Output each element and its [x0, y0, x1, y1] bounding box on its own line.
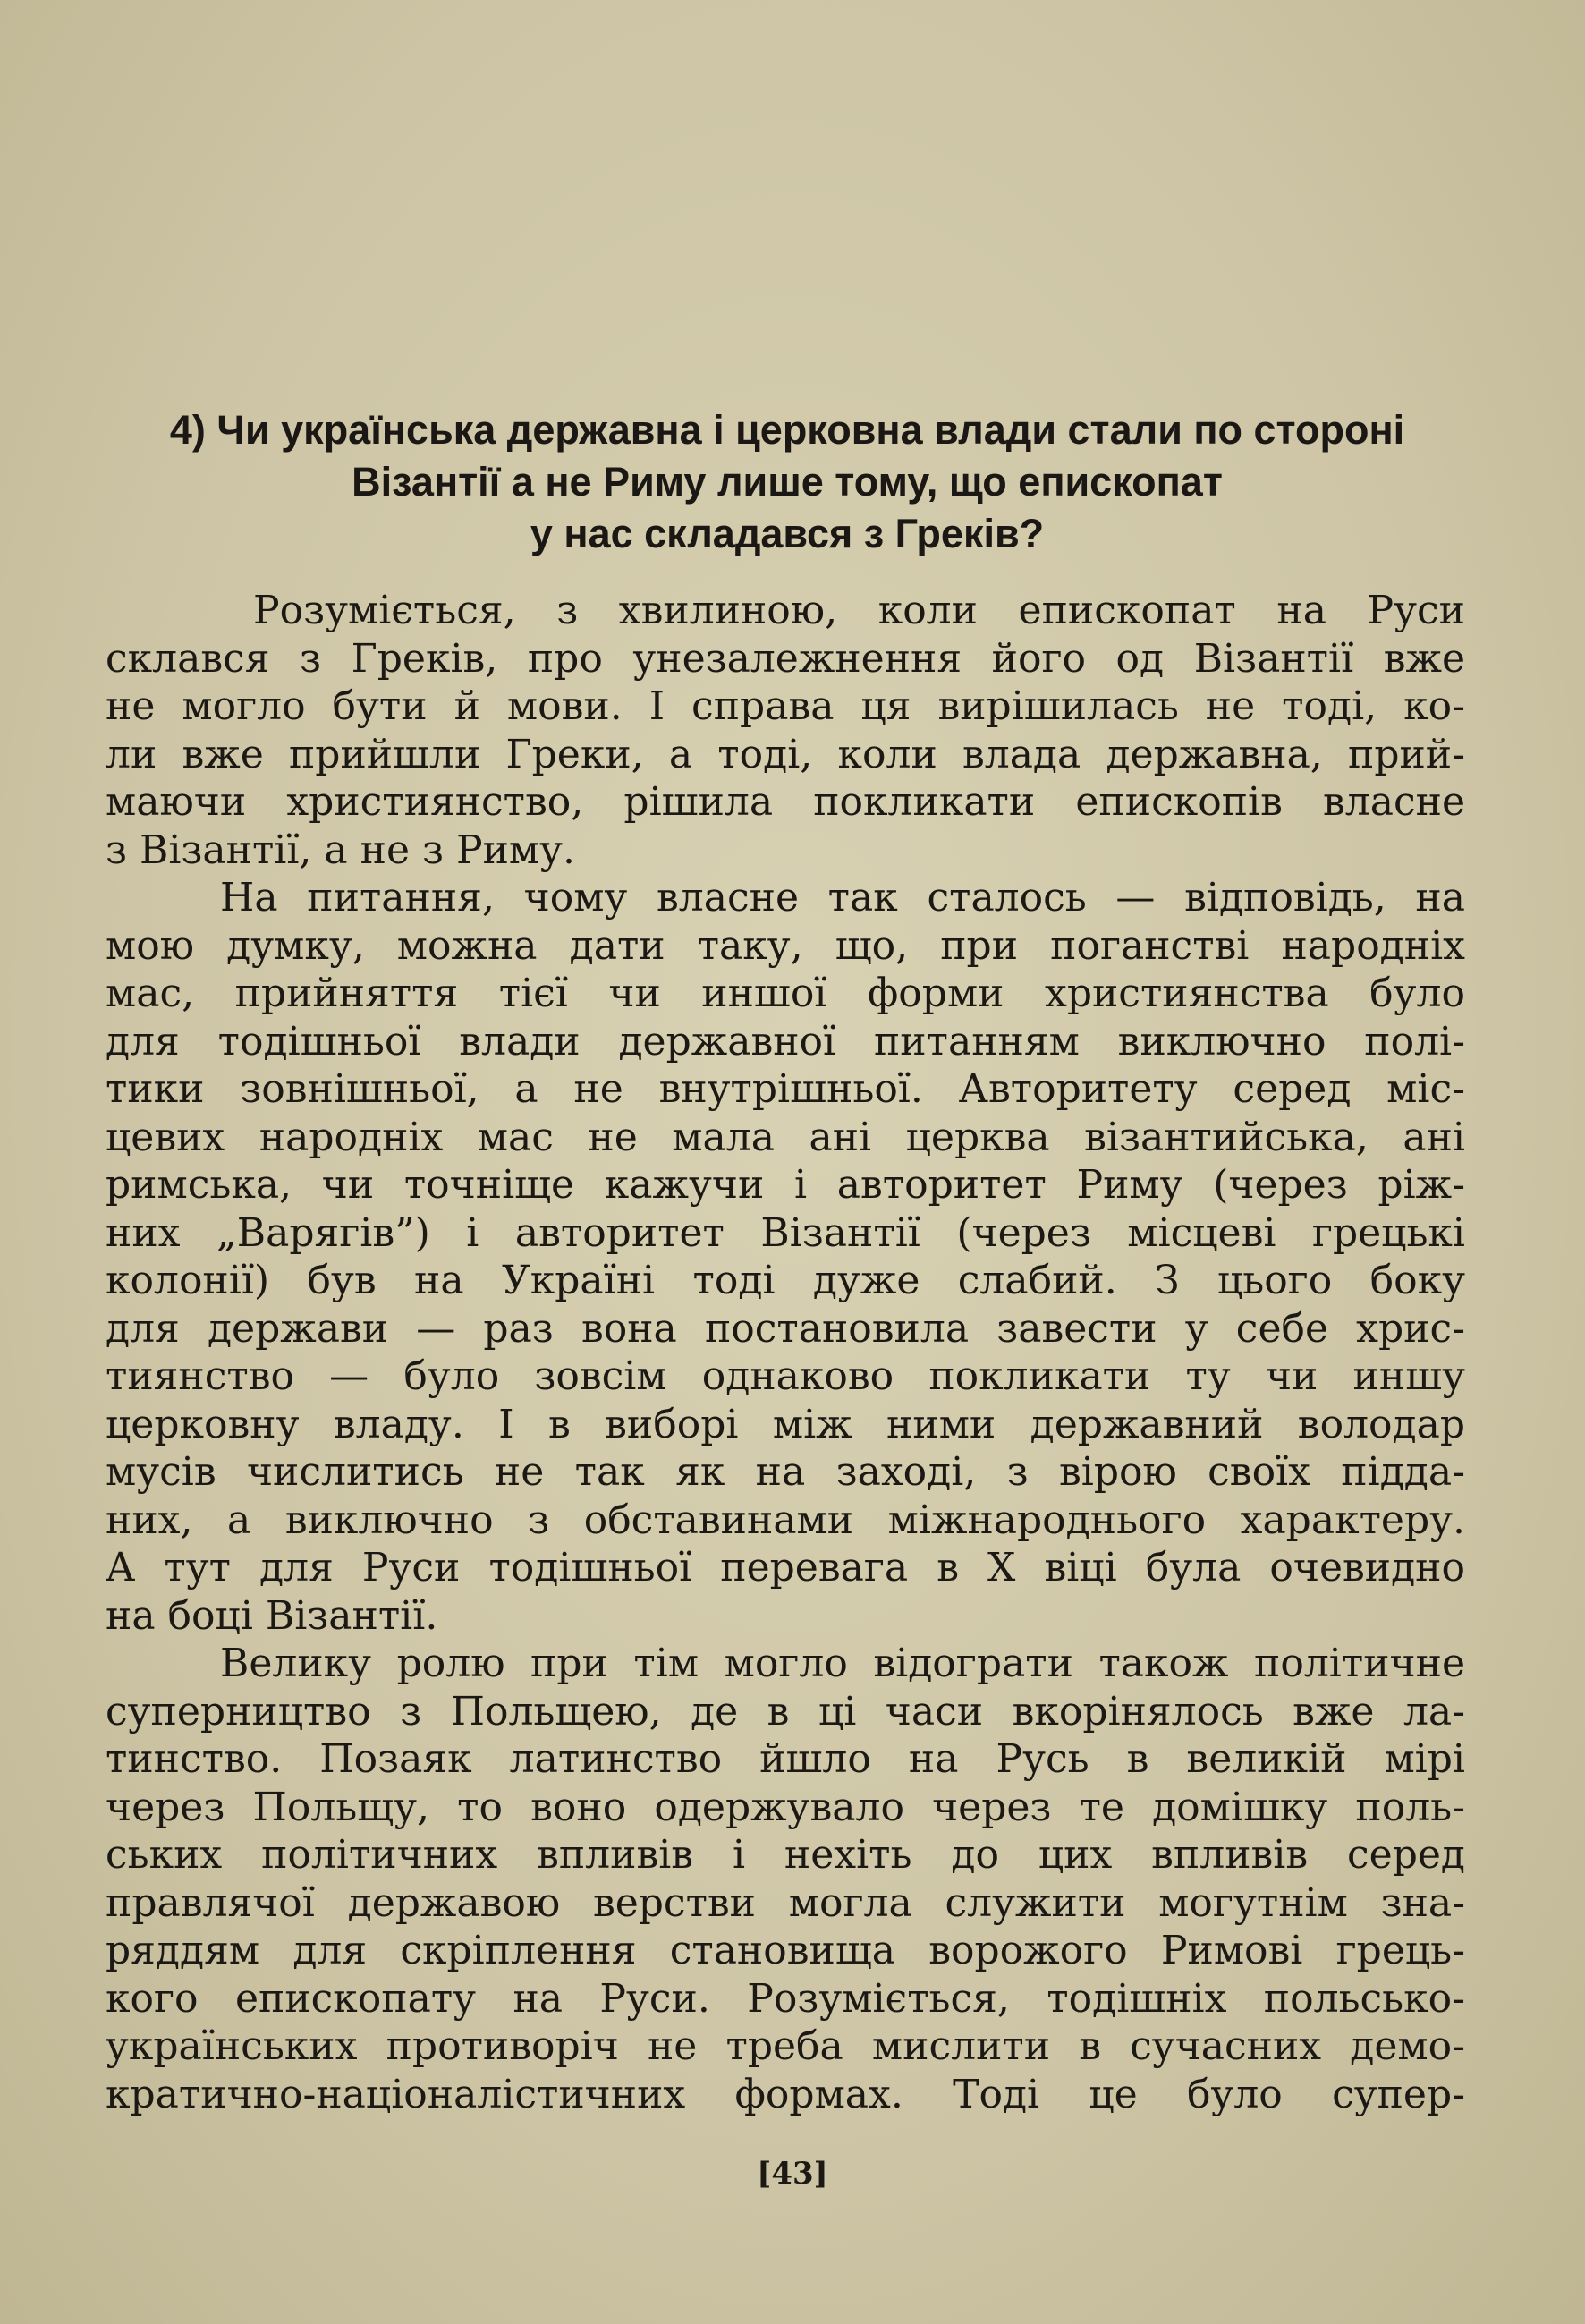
text-line: тики зовнішньої, а не внутрішньої. Авторитету серед міс- — [106, 1066, 1465, 1112]
text-line: з Візантії, а не з Риму. — [106, 827, 575, 873]
text-line: ряддям для скріплення становища ворожого Римові грець- — [106, 1928, 1465, 1973]
text-line: українських противоріч не треба мислити в сучасних демо- — [106, 2023, 1465, 2069]
text-line: не могло бути й мови. І справа ця вирішилась не тоді, ко- — [106, 683, 1465, 729]
text-line: них, а виключно з обставинами міжнароднього характеру. — [106, 1497, 1465, 1543]
text-line: на боці Візантії. — [106, 1592, 438, 1639]
paragraph — [106, 874, 1465, 1640]
text-line: кратично-націоналістичних формах. Тоді це було супер- — [106, 2071, 1465, 2117]
text-line: ли вже прийшли Греки, а тоді, коли влада державна, прий- — [106, 731, 1465, 777]
text-line: суперництво з Польщею, де в ці часи вкорінялось вже ла- — [106, 1688, 1465, 1735]
text-line: мас, прийняття тієї чи иншої форми християнства було — [106, 971, 1465, 1016]
heading-line: Візантії а не Риму лише тому, що епископат — [352, 459, 1223, 505]
body-text — [106, 587, 1465, 2118]
text-line: правлячої державою верстви могла служити могутнім зна- — [106, 1879, 1465, 1926]
text-line: маючи християнство, рішила покликати епископів власне — [106, 779, 1465, 825]
text-line: тиянство — було зовсім однаково покликати ту чи иншу — [106, 1353, 1465, 1399]
text-line: церковну владу. І в виборі між ними державний володар — [106, 1401, 1465, 1447]
text-line: На питання, чому власне так сталось — відповідь, на — [220, 875, 1465, 920]
text-line: через Польщу, то воно одержувало через те домішку поль- — [106, 1784, 1465, 1830]
section-heading — [89, 404, 1485, 560]
text-line: мою думку, можна дати таку, що, при поганстві народніх — [106, 922, 1465, 969]
text-line: Розуміється, з хвилиною, коли епископат на Руси — [253, 588, 1465, 633]
text-line: А тут для Руси тодішньої перевага в Х віці була очевидно — [106, 1545, 1465, 1590]
paragraph — [106, 1640, 1465, 2118]
text-line: склався з Греків, про унезалежнення його од Візантії вже — [106, 635, 1465, 682]
text-line: ських політичних впливів і нехіть до цих впливів серед — [106, 1832, 1465, 1878]
text-line: мусів числитись не так як на заході, з вірою своїх підда- — [106, 1449, 1465, 1495]
text-line: для держави — раз вона постановила завести у себе хрис- — [106, 1305, 1465, 1352]
heading-line: у нас складався з Греків? — [530, 511, 1045, 556]
text-line: них „Варягів”) і авторитет Візантії (через місцеві грецькі — [106, 1209, 1465, 1256]
text-line: римська, чи точніще кажучи і авторитет Риму (через ріж- — [106, 1162, 1465, 1208]
heading-line: 4) Чи українська державна і церковна влади стали по стороні — [169, 407, 1405, 453]
text-line: цевих народніх мас не мала ані церква візантийська, ані — [106, 1114, 1465, 1160]
text-line: тинство. Позаяк латинство йшло на Русь в великій мірі — [106, 1736, 1465, 1782]
text-line: Велику ролю при тім могло відограти також політичне — [220, 1641, 1465, 1686]
text-line: колонії) був на Україні тоді дуже слабий. З цього боку — [106, 1258, 1465, 1303]
text-line: кого епископату на Руси. Розуміється, тодішніх польсько- — [106, 1975, 1465, 2022]
page-number: [43] — [757, 2156, 828, 2192]
text-line: для тодішньої влади державної питанням виключно полі- — [106, 1018, 1465, 1064]
paragraph — [106, 587, 1465, 874]
